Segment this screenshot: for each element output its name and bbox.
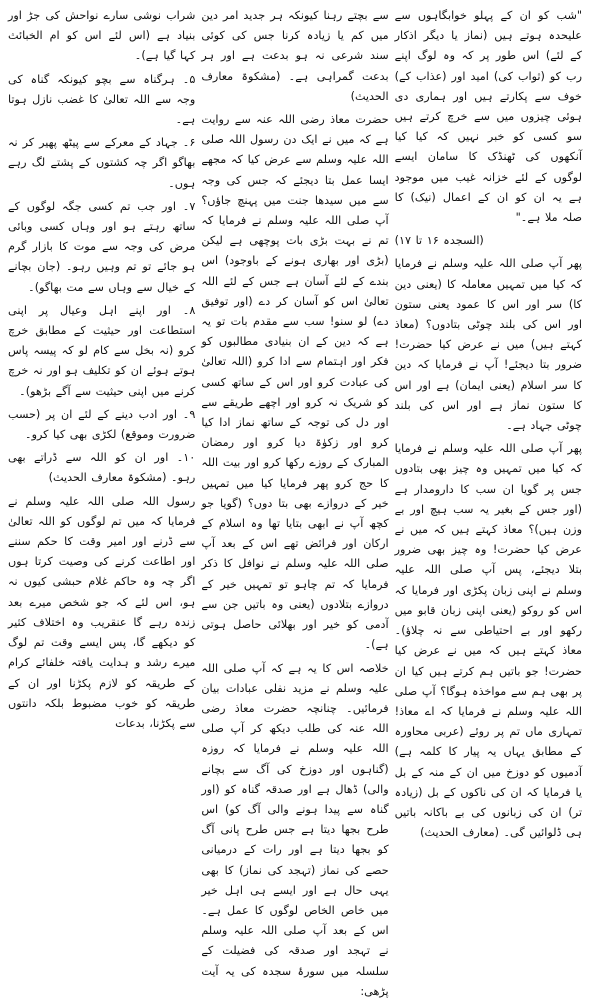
paragraph: ۹۔ اور ادب دینے کے لئے ان پر (حسب ضرورت وموقع) لکڑی بھی کیا کرو۔ xyxy=(8,407,196,442)
paragraph: پھر آپ صلی اللہ علیہ وسلم نے فرمایا کہ کیا میں تمہیں وہ چیز بھی بتادوں جس پر گویا ان سب کا دارومدار ہے (اور جس کے بغیر یہ سب ہیچ اور بے وزن ہیں)؟ معاذ کہتے ہیں کہ میں نے عرض کیا حضرت! وہ چیز بھی ضرور بتلا دیجئے، پس آپ صلی اللہ علیہ وسلم نے اپنی زبان پکڑی اور فرمایا کہ اس کو روکو (یعنی اپنی زبان قابو میں رکھو اور بے احتیاطی سے نہ چلاؤ)۔ معاذ کہتے ہیں کہ میں نے عرض کیا حضرت! جو باتیں ہم کرتے ہیں کیا ان پر بھی ہم سے مواخذہ ہوگا؟ آپ صلی اللہ علیہ وسلم نے فرمایا کہ اے معاذ! تمہاری ماں تم پر روئے (عربی محاورہ کے مطابق یہاں یہ پیار کا کلمہ ہے) آدمیوں کو دوزخ میں ان کے منہ کے بل یا فرمایا کہ ان کی ناکوں کے بل (زیادہ تر) ان کی زبانوں کی بے باکانہ باتیں ہی ڈلوائیں گی۔ (معارف الحدیث) xyxy=(394,442,582,840)
paragraph: ۶۔ جہاد کے معرکے سے پیٹھ پھیر کر نہ بھاگو اگر چہ کشتوں کے پشتے لگ رہے ہوں۔ xyxy=(8,136,196,190)
paragraph: ۵۔ ہرگناہ سے بچو کیونکہ گناہ کی وجہ سے اللہ تعالیٰ کا غضب نازل ہوتا ہے۔ xyxy=(8,72,196,127)
reference-citation: (السجدہ ۱۶ تا ۱۷) xyxy=(394,234,484,248)
paragraph: پھر آپ صلی اللہ علیہ وسلم نے فرمایا کہ کیا میں تمہیں معاملہ کا (یعنی دین کا) سر اور اس کا عمود یعنی ستون اور اس کی بلند چوٹی بتادوں؟ (معاذ کہتے ہیں) میں نے عرض کیا حضرت! ضرور بتا دیجئے! آپ نے فرمایا کہ دین کا سر اسلام (یعنی ایمان) ہے اور اس کا ستون نماز ہے اور اس کی بلند چوٹی جہاد ہے۔ xyxy=(394,257,582,433)
text-column-right xyxy=(8,6,195,784)
paragraph: سے بچتے رہنا کیونکہ ہر جدید امر دین میں کم یا زیادہ کرنا جس کی کوئی سند شرعی نہ ہو بدعت ہے اور ہر بدعت گمراہی ہے۔ (مشکوۃ معارف الحدیث) xyxy=(201,9,389,103)
paragraph: حضرت معاذ رضی اللہ عنہ سے روایت ہے کہ میں نے ایک دن رسول اللہ صلی اللہ علیہ وسلم سے عرض کیا کہ مجھے ایسا عمل بتا دیجئے کہ جس کی وجہ سے میں سیدھا جنت میں پہنچ جاؤں؟ آپ صلی اللہ علیہ وسلم نے فرمایا کہ تم نے بہت بڑی بات پوچھی ہے لیکن (بڑی اور بھاری ہونے کے باوجود) اس بندے کے لئے آسان ہے جس کے لئے اللہ تعالیٰ اس کو آسان کر دے (اور توفیق دے) لو سنو! سب سے مقدم بات تو یہ ہے کہ دین کے ان بنیادی مطالبوں کو فکر اور اہتمام سے ادا کرو (اللہ تعالیٰ کی عبادت کرو اور اس کے ساتھ کسی کو شریک نہ کرو اور اچھے طریقے سے اور دل کی توجہ کے ساتھ نماز ادا کیا کرو اور زکوٰۃ دیا کرو اور رمضان المبارک کے روزے رکھا کرو اور بیت اللہ کا حج کرو پھر فرمایا کیا میں تمہیں خیر کے دروازے بھی بتا دوں؟ (گویا جو کچھ آپ نے ابھی بتایا تھا وہ اسلام کے ارکان اور فرائض تھے اس کے بعد آپ صلی اللہ علیہ وسلم نے نوافل کا ذکر فرمایا کہ تم چاہو تو تمہیں خیر کے دروازے بتلادوں (یعنی وہ باتیں جن سے آدمی کو خیر اور بھلائی حاصل ہوتی ہے)۔ xyxy=(201,113,389,652)
paragraph: ۸۔ اور اپنے اہل وعیال پر اپنی استطاعت اور حیثیت کے مطابق خرچ کرو (نہ بخل سے کام لو کہ پیسہ پاس ہوتے ہوئے ان کو تکلیف ہو اور نہ خرچ کرنے میں اپنی حیثیت سے آگے بڑھو)۔ xyxy=(8,303,196,398)
paragraph: رسول اللہ صلی اللہ علیہ وسلم نے فرمایا کہ میں تم لوگوں کو اللہ تعالیٰ سے ڈرنے اور امیر وقت کا حکم سننے اور اطاعت کرنے کی وصیت کرتا ہوں اگر چہ وہ حاکم غلام حبشی کیوں نہ ہو، اس لئے کہ جو شخص میرے بعد زندہ رہے گا عنقریب وہ اختلاف کثیر کو دیکھے گا، پس ایسے وقت تم لوگ میرے رشد و ہدایت یافتہ خلفائے کرام کے طریقہ کو لازم پکڑنا اور ان کے طریقہ کو خوب مضبوط بلکہ دانتوں سے پکڑنا، بدعات xyxy=(8,494,196,730)
paragraph: خلاصہ اس کا یہ ہے کہ آپ صلی اللہ علیہ وسلم نے مزید نفلی عبادات بیان فرمائیں۔ چنانچہ حضرت معاذ رضی اللہ عنہ کی طلب دیکھ کر آپ صلی اللہ علیہ وسلم نے فرمایا کہ روزہ (گناہوں اور دوزخ کی آگ سے بچانے والی) ڈھال ہے اور صدقہ گناہ کو (اور گناہ سے پیدا ہونے والی آگ کو) اس طرح بجھا دیتا ہے جس طرح پانی آگ کو بجھا دیتا ہے اور رات کے درمیانی حصے کی نماز (تہجد کی نماز) کا بھی یہی حال ہے اور ایسے ہی اہل خیر میں خاص الخاص لوگوں کا عمل ہے۔ اس کے بعد آپ صلی اللہ علیہ وسلم نے تہجد اور صدقہ کی فضیلت کے سلسلہ میں سورۂ سجدہ کی یہ آیت پڑھی: xyxy=(201,661,389,998)
text-column-middle xyxy=(201,6,389,998)
paragraph: شراب نوشی سارے نواحش کی جڑ اور بنیاد ہے (اس لئے اس کو ام الخبائث کہا گیا ہے)۔ xyxy=(8,9,196,63)
text-column-left xyxy=(394,6,582,840)
paragraph: ۷۔ اور جب تم کسی جگہ لوگوں کے ساتھ رہتے ہو اور وہاں کسی وبائی مرض کی وجہ سے موت کا بازار گرم ہو جائے تو تم وہیں رہو۔ (جان بچانے کے خیال سے وہاں سے مت بھاگو)۔ xyxy=(8,199,196,294)
paragraph: ۱۰۔ اور ان کو اللہ سے ڈراتے بھی رہو۔ (مشکوۃ معارف الحدیث) xyxy=(8,451,196,485)
paragraph: "شب کو ان کے پہلو خوابگاہوں سے علیحدہ ہوتے ہیں (نماز یا دیگر اذکار کے لئے) اس طور پر کہ وہ لوگ اپنے رب کو (ثواب کی) امید اور (عذاب کے) خوف سے پکارتے ہیں اور ہماری دی ہوئی چیزوں میں سے خرچ کرتے ہیں سو کسی کو خبر نہیں کہ کیا کیا آنکھوں کی ٹھنڈک کا سامان ایسے لوگوں کے لئے خزانہ غیب میں موجود ہے یہ ان کو ان کے اعمال (نیک) کا صلہ ملا ہے۔" xyxy=(394,9,582,225)
